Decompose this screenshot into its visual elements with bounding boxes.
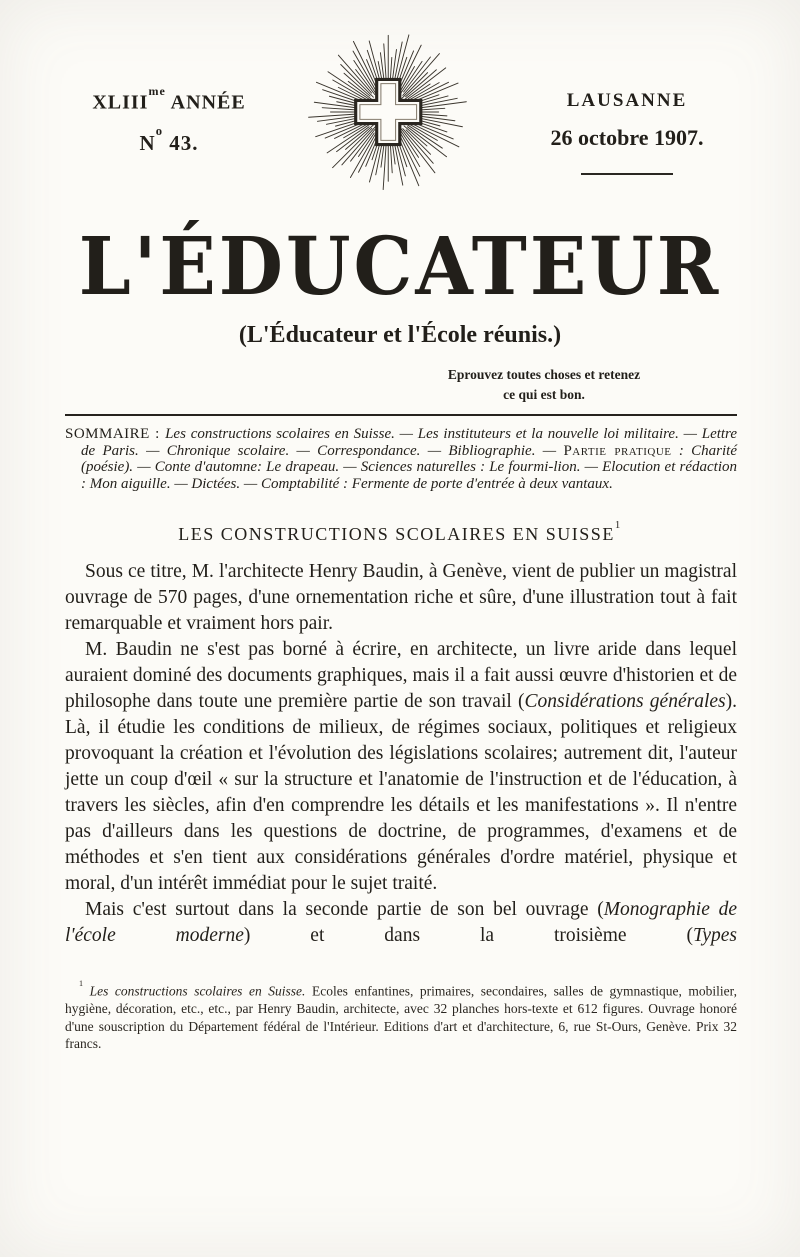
- volume-year-main: XLIII: [92, 91, 149, 114]
- footnote-text: Ecoles enfantines, primaires, secondaires, salles de gymnastique, mobilier, hygiène, décoration, etc., etc., par Henry Baudin, architecte, avec 32 planches hors-texte et 612 figures. Ouvrage honoré d'une souscription du Département fédéral de l'Intérieur. Editions d'art et d'architecture, 6, rue St-Ours, Genève. Prix 32 francs.: [65, 983, 737, 1052]
- motto-line-1: Eprouvez toutes choses et retenez: [447, 367, 641, 382]
- motto-line-2: ce qui est bon.: [503, 386, 585, 402]
- summary-items-1: Les constructions scolaires en Suisse. — Les instituteurs et la nouvelle loi militaire. — Lettre de Paris. — Chronique scolaire. — Correspondance. — Bibliographie. —: [81, 426, 737, 459]
- footnote-title-italic: Les constructions scolaires en Suisse.: [83, 983, 306, 999]
- article-paragraph-1: Sous ce titre, M. l'architecte Henry Baudin, à Genève, vient de publier un magistral ouvrage de 570 pages, d'une ornementation riche et sûre, d'une illustration tout à fait remarquable et vraiment hors pair.: [65, 561, 737, 635]
- header-rule: [65, 414, 737, 416]
- article-title-text: LES CONSTRUCTIONS SCOLAIRES EN SUISSE: [178, 524, 615, 545]
- paragraph-2-text-b: ). Là, il étudie les conditions de milieux, de régimes sociaux, politiques et religieux provoquant la création et l'évolution des législations scolaires; autrement dit, l'auteur jette un coup d'œil « sur la structure et l'anatomie de l'instruction et de l'éducation, à travers les siècles, afin d'en comprendre les détails et les manifestations ». Il n'entre pas d'ailleurs dans les questions de doctrine, de programmes, d'examens et de méthodes et s'en tient aux considérations générales d'ordre matériel, physique et moral, d'un intérêt immédiat pour le sujet traité.: [65, 691, 737, 895]
- issue-info-left: [64, 84, 274, 156]
- city-name: LAUSANNE: [566, 90, 688, 111]
- summary-section-label: Partie pratique: [563, 442, 672, 459]
- paragraph-2-italic: Considérations générales: [524, 691, 726, 713]
- issue-date: 26 octobre 1907.: [550, 125, 704, 150]
- summary-paragraph: [65, 426, 737, 492]
- issue-info-right: [522, 90, 732, 175]
- masthead-subtitle: (L'Éducateur et l'École réunis.): [238, 322, 562, 348]
- volume-year-word: ANNÉE: [165, 91, 246, 114]
- issue-number: [64, 124, 274, 156]
- summary-items-2: : Charité (poésie). — Conte d'automne: Le drapeau. — Sciences naturelles : Le fourmi-lion. — Elocution et rédaction : Mon aiguille. — Dictées. — Comptabilité : Fermente de porte d'entrée à deux vantaux.: [81, 442, 737, 492]
- issue-number-rest: 43.: [162, 130, 199, 155]
- date-rule: [581, 173, 673, 175]
- motto: [408, 365, 680, 404]
- swiss-cross-emblem: [304, 28, 472, 196]
- footnote-ref: 1: [79, 979, 84, 989]
- article-paragraph-2: [65, 637, 737, 897]
- paragraph-3-italic-b: Types: [692, 925, 737, 947]
- paragraph-2-text-a: M. Baudin ne s'est pas borné à écrire, en architecte, un livre aride dans lequel auraient dominé des documents graphiques, mais il a fait aussi œuvre d'historien et de philosophe dans toute une première partie de son travail (: [65, 639, 737, 713]
- footnote: [65, 979, 737, 1053]
- swiss-cross-sunburst-icon: [304, 28, 472, 196]
- paragraph-3-italic-a: Monographie de l'école moderne: [65, 899, 737, 947]
- journal-header: [0, 0, 800, 218]
- paragraph-3-text-a: Mais c'est surtout dans la seconde partie de son bel ouvrage (: [85, 899, 604, 921]
- issue-number-sup: o: [155, 124, 163, 139]
- volume-year: [64, 84, 274, 115]
- article-title-footnote-ref: 1: [614, 518, 622, 531]
- volume-year-sup: me: [148, 84, 166, 98]
- article-title: [0, 518, 800, 545]
- masthead-title: L'ÉDUCATEUR: [78, 220, 722, 314]
- article-paragraph-3: [65, 897, 737, 949]
- issue-number-n: N: [139, 130, 156, 155]
- paragraph-3-text-b: ) et dans la troisième (: [243, 925, 693, 947]
- summary-label: SOMMAIRE :: [65, 426, 166, 443]
